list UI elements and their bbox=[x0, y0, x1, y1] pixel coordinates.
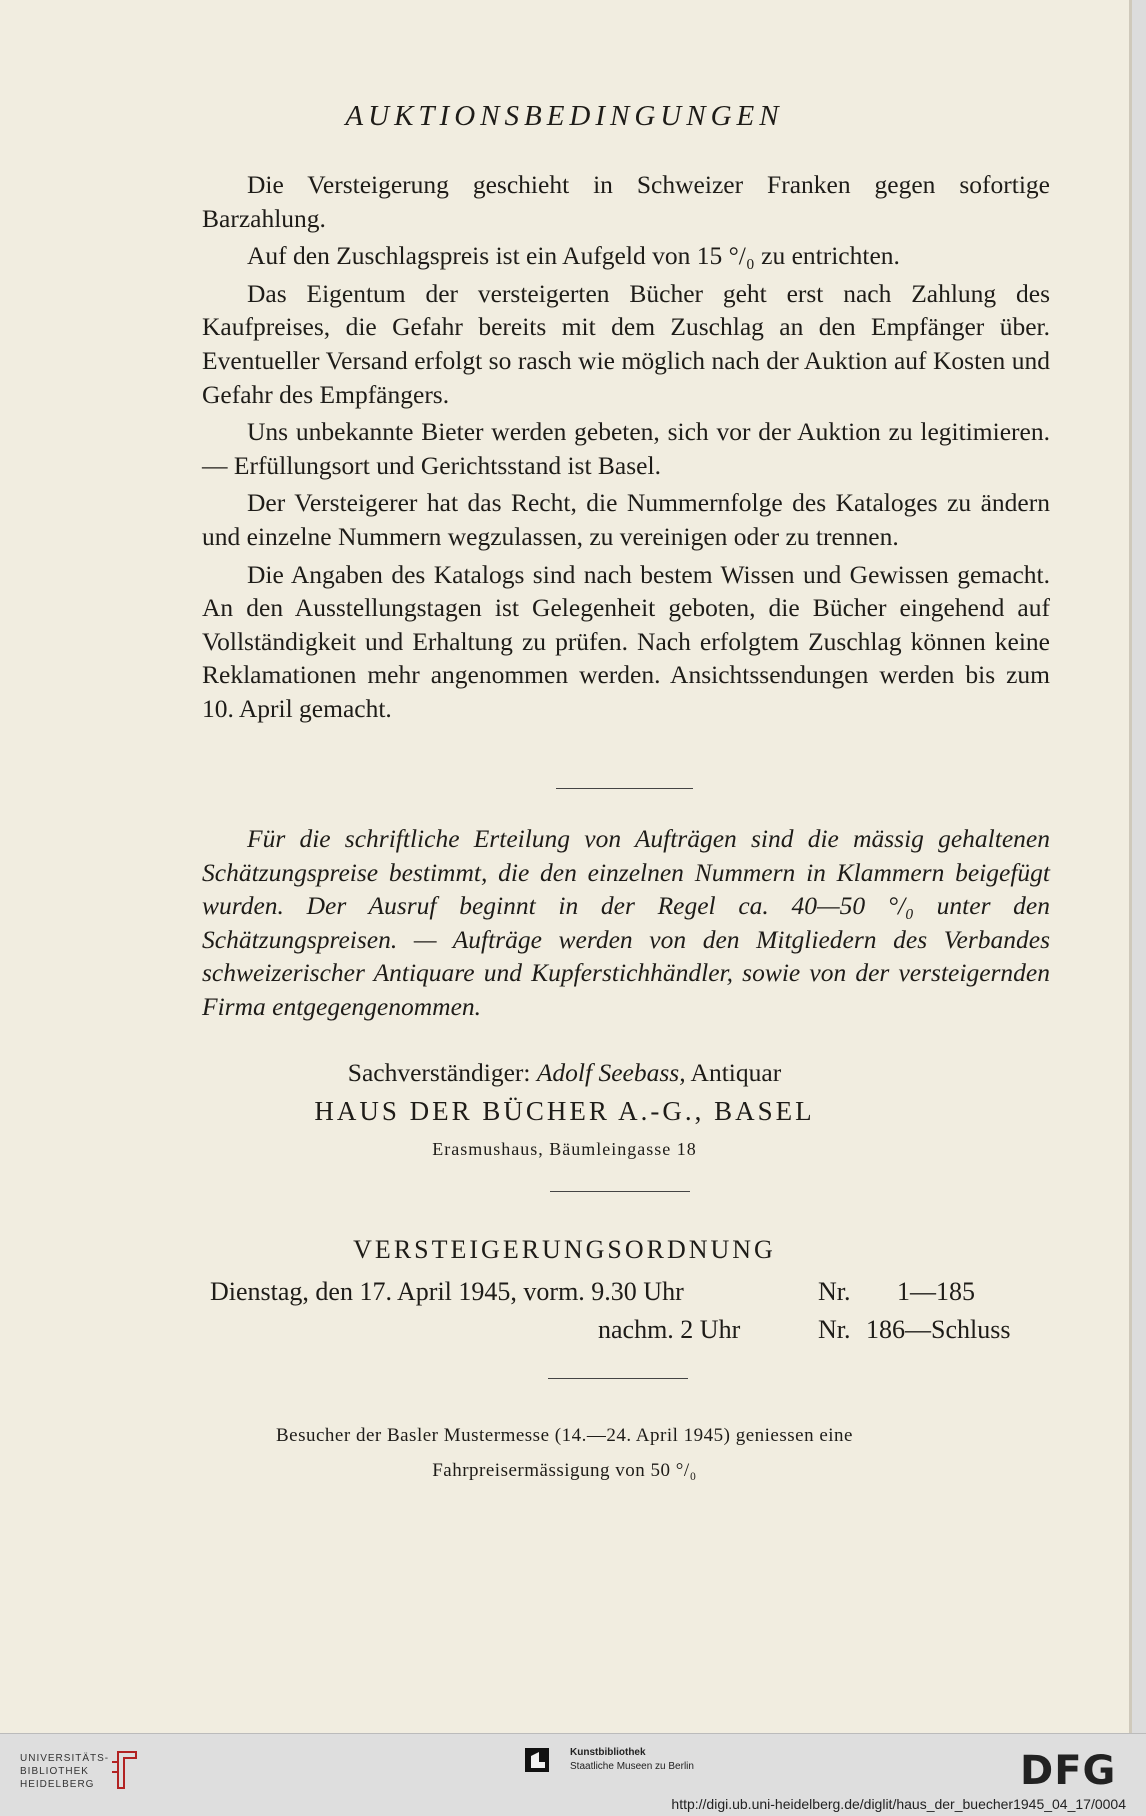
expert-role: Antiquar bbox=[690, 1058, 782, 1087]
uni-heidelberg-logo: UNIVERSITÄTS- BIBLIOTHEK HEIDELBERG bbox=[20, 1753, 110, 1790]
divider-2 bbox=[550, 1191, 690, 1192]
expert-line bbox=[0, 1058, 1129, 1088]
divider-3 bbox=[548, 1378, 688, 1379]
fair-note-line-2: Fahrpreisermässigung von 50 °/₀ bbox=[432, 1460, 697, 1481]
uni-heidelberg-mark-icon bbox=[110, 1748, 140, 1792]
dfg-logo: DFG bbox=[1020, 1748, 1117, 1794]
conditions-body bbox=[202, 168, 1050, 730]
schedule-heading: VERSTEIGERUNGSORDNUNG bbox=[353, 1235, 776, 1264]
paragraph-payment: Die Versteigerung geschieht in Schweizer Franken gegen sofortige Barzahlung. bbox=[202, 170, 1050, 233]
page-title: AUKTIONSBEDINGUNGEN bbox=[345, 100, 784, 132]
schedule-row-date-2: nachm. 2 Uhr bbox=[598, 1315, 741, 1344]
firm-name: HAUS DER BÜCHER A.-G., BASEL bbox=[314, 1096, 815, 1126]
divider-1 bbox=[556, 788, 693, 789]
paragraph-bidders: Uns unbekannte Bieter werden gebeten, sich vor der Auktion zu legitimieren. — Erfüllungsort und Gerichtsstand ist Basel. bbox=[202, 417, 1050, 480]
schedule-row-date-1: Dienstag, den 17. April 1945, vorm. 9.30 Uhr bbox=[210, 1277, 684, 1306]
schedule-row-range-2: 186—Schluss bbox=[866, 1315, 1011, 1344]
footer-bar bbox=[0, 1733, 1146, 1816]
source-url[interactable]: http://digi.ub.uni-heidelberg.de/diglit/haus_der_buecher1945_04_17/0004 bbox=[671, 1796, 1126, 1812]
fair-note-line-1: Besucher der Basler Mustermesse (14.—24. April 1945) geniessen eine bbox=[276, 1425, 853, 1446]
paragraph-ownership: Das Eigentum der versteigerten Bücher geht erst nach Zahlung des Kaufpreises, die Gefahr bereits mit dem Zuschlag an den Empfänger über. Eventueller Versand erfolgt so rasch wie möglich nach der Auktion auf Kosten und Gefahr des Empfängers. bbox=[202, 278, 1050, 409]
kunstbibliothek-logo-icon bbox=[525, 1748, 549, 1772]
expert-name: Adolf Seebass, bbox=[536, 1058, 686, 1087]
schedule-row-range-1: 1—185 bbox=[897, 1277, 975, 1306]
kunstbibliothek-label: Kunstbibliothek Staatliche Museen zu Berlin bbox=[570, 1747, 694, 1772]
orders-paragraph: Für die schriftliche Erteilung von Aufträgen sind die mässig gehaltenen Schätzungspreise bestimmt, die den einzelnen Nummern in Klammern beigefügt wurden. Der Ausruf beginnt in der Regel ca. 40—50 °/₀ unter den Schätzungspreisen. — Aufträge werden von den Mitgliedern des Verbandes schweizerischer Antiquare und Kupferstichhändler, sowie von der versteigernden Firma entgegengenommen. bbox=[202, 824, 1050, 1021]
schedule-row-nr-2: Nr. bbox=[818, 1315, 851, 1344]
expert-label: Sachverständiger: bbox=[347, 1058, 531, 1087]
paragraph-order: Der Versteigerer hat das Recht, die Nummernfolge des Kataloges zu ändern und einzelne Nummern wegzulassen, zu vereinigen oder zu trennen. bbox=[202, 488, 1050, 551]
paragraph-surcharge: Auf den Zuschlagspreis ist ein Aufgeld von 15 °/₀ zu entrichten. bbox=[247, 241, 900, 271]
firm-address: Erasmushaus, Bäumleingasse 18 bbox=[432, 1139, 697, 1159]
schedule-row-nr-1: Nr. bbox=[818, 1277, 851, 1306]
paragraph-catalog: Die Angaben des Katalogs sind nach bestem Wissen und Gewissen gemacht. An den Ausstellungstagen ist Gelegenheit geboten, die Bücher eingehend auf Vollständigkeit und Erhaltung zu prüfen. Nach erfolgtem Zuschlag können keine Reklamationen mehr angenommen werden. Ansichtssendungen werden bis zum 10. April gemacht. bbox=[202, 559, 1050, 723]
